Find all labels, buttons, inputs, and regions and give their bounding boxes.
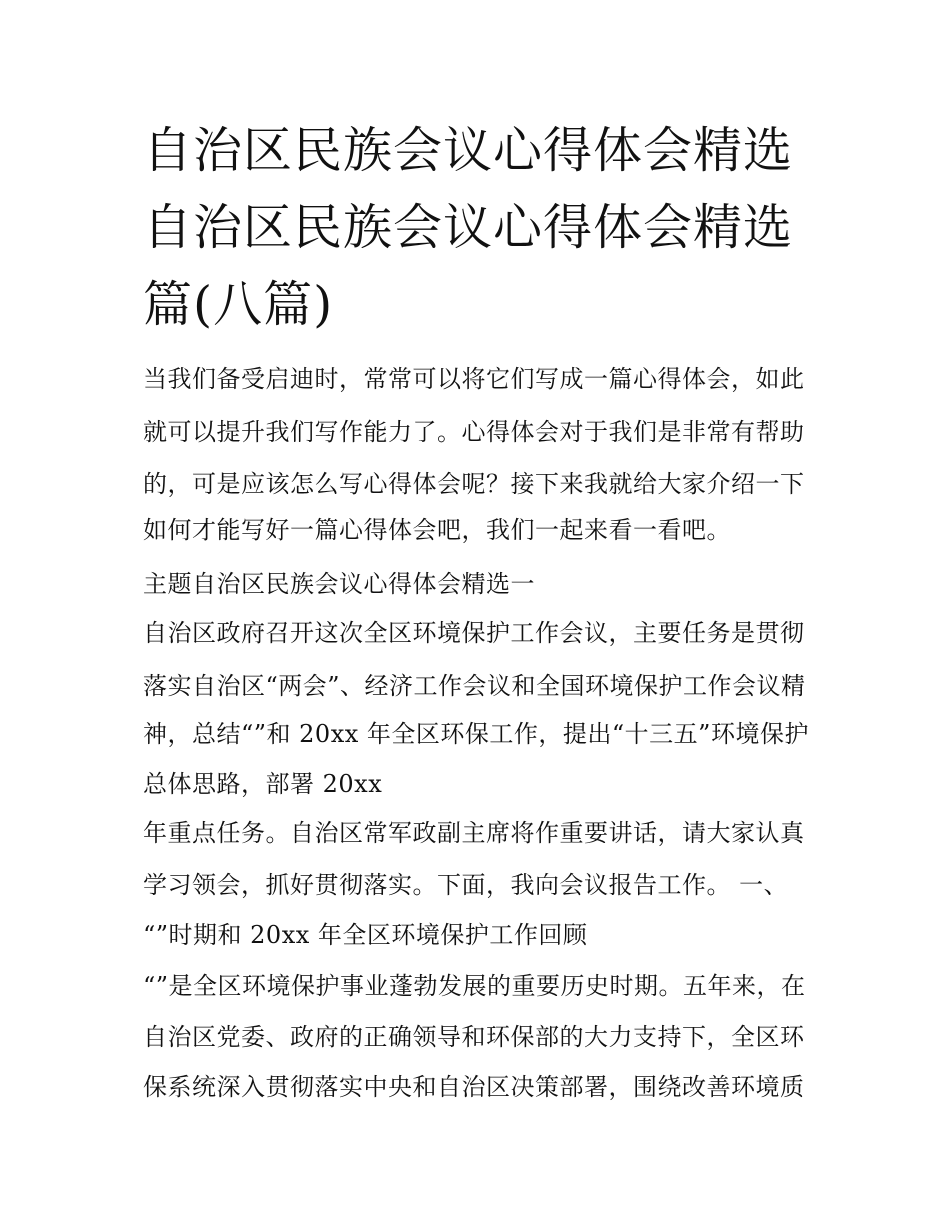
title-line: 自治区民族会议心得体会精选 [143,122,794,179]
paragraph-line: 保系统深入贯彻落实中央和自治区决策部署，围绕改善环境质 [143,1073,805,1101]
section-heading: 主题自治区民族会议心得体会精选一 [143,570,535,598]
paragraph-line: “”时期和 20xx 年全区环境保护工作回顾 [143,921,588,949]
paragraph-line: 的，可是应该怎么写心得体会呢？接下来我就给大家介绍一下 [143,470,805,498]
paragraph-line: 神，总结“”和 20xx 年全区环保工作，提出“十三五”环境保护 [143,720,809,748]
document-title [143,112,823,343]
title-line: 自治区民族会议心得体会精选 [143,199,794,256]
title-line: 篇(八篇) [143,276,334,333]
paragraph-line: 学习领会，抓好贯彻落实。下面，我向会议报告工作。 一、 [143,871,789,899]
paragraph-line: 总体思路，部署 20xx [143,770,383,798]
paragraph-line: 自治区党委、政府的正确领导和环保部的大力支持下，全区环 [143,1023,805,1051]
paragraph-line: 自治区政府召开这次全区环境保护工作会议，主要任务是贯彻 [143,619,805,647]
paragraph-line: 如何才能写好一篇心得体会吧，我们一起来看一看吧。 [143,516,731,544]
paragraph-line: 当我们备受启迪时，常常可以将它们写成一篇心得体会，如此 [143,365,805,393]
paragraph-line: “”是全区环境保护事业蓬勃发展的重要历史时期。五年来，在 [143,972,806,1000]
paragraph-line: 就可以提升我们写作能力了。心得体会对于我们是非常有帮助 [143,418,805,446]
paragraph-line: 落实自治区“两会”、经济工作会议和全国环境保护工作会议精 [143,672,806,700]
paragraph-line: 年重点任务。自治区常军政副主席将作重要讲话，请大家认真 [143,819,805,847]
